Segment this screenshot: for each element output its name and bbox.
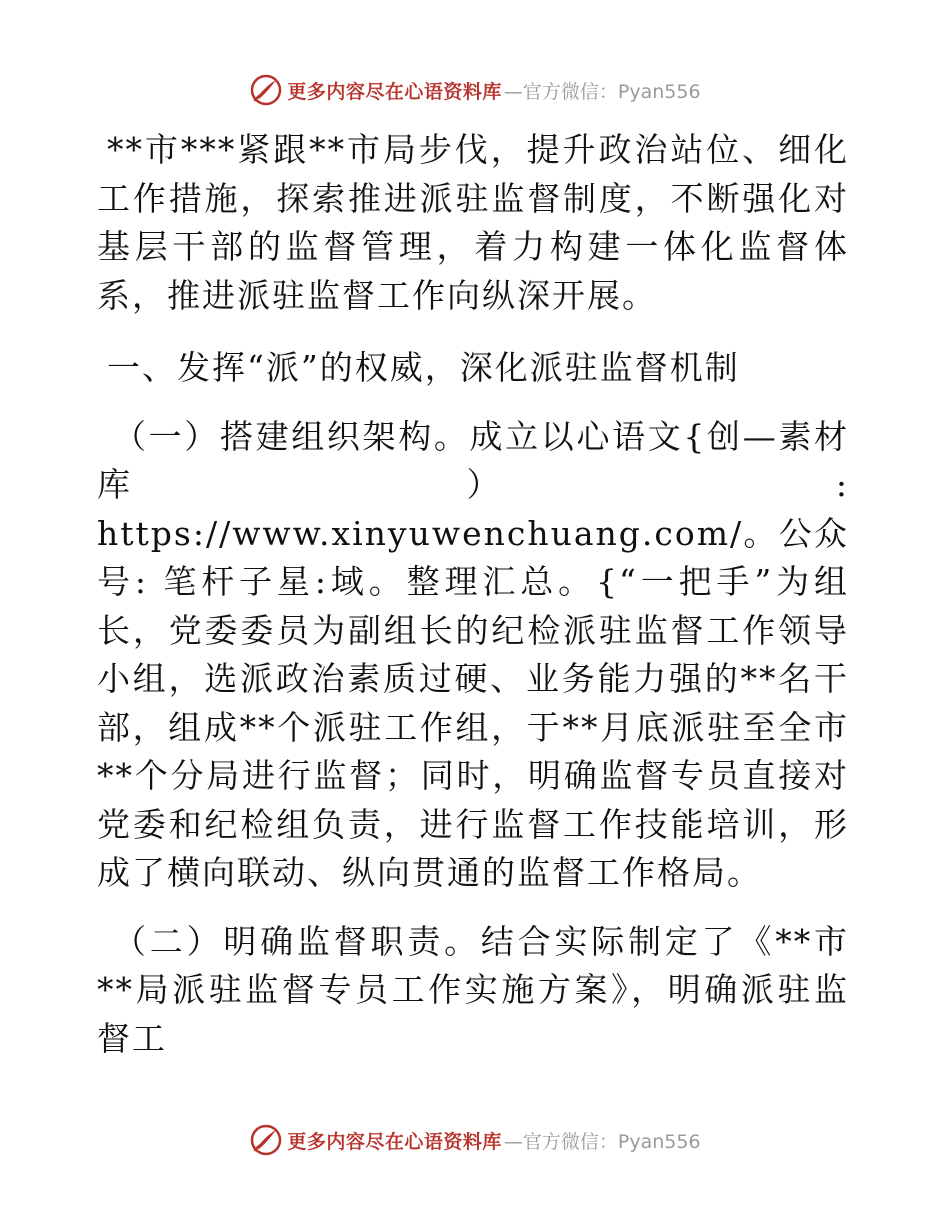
section-heading-1: 一、发挥“派”的权威，深化派驻监督机制 <box>107 348 740 387</box>
banner-site-name: 更多内容尽在心语资料库 <box>287 1130 502 1153</box>
banner-wechat-id: —官方微信：Pyan556 <box>503 1130 701 1153</box>
footer-banner <box>0 1120 950 1160</box>
header-banner <box>0 70 950 110</box>
document-body <box>97 126 849 1063</box>
subsection-paragraph-1: （一）搭建组织架构。成立以心语文{创—素材库）: https://www.xinyuwenchuang.com/。公众号: 笔杆子星:域。整理汇总。{“一把手”为组长，党委委员为副组长的纪检派驻监督工作领导小组，选派政治素质过硬、业务能力强的**名干部，组成**个派驻工作组，于**月底派驻至全市**个分局进行监督；同时，明确监督专员直接对党委和纪检组负责，进行监督工作技能培训，形成了横向联动、纵向贯通的监督工作格局。 <box>97 416 849 892</box>
intro-paragraph: **市***紧跟**市局步伐，提升政治站位、细化工作措施，探索推进派驻监督制度，不断强化对基层干部的监督管理，着力构建一体化监督体系，推进派驻监督工作向纵深开展。 <box>97 130 849 315</box>
brush-logo-icon <box>249 73 283 107</box>
brush-logo-icon <box>249 1123 283 1157</box>
subsection-paragraph-2: （二）明确监督职责。结合实际制定了《**市**局派驻监督专员工作实施方案》，明确派驻监督工 <box>97 921 849 1058</box>
banner-wechat-id: —官方微信：Pyan556 <box>503 80 701 103</box>
banner-site-name: 更多内容尽在心语资料库 <box>287 80 502 103</box>
